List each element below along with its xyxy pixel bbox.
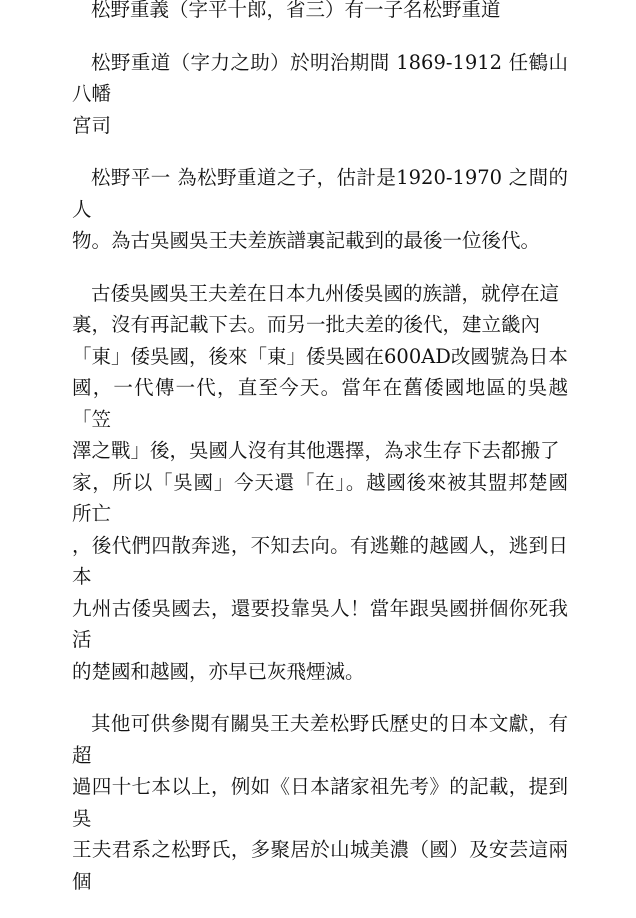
paragraph-matsuno-shigemichi: 松野重道（字力之助）於明治期間 1869-1912 任鶴山八幡 宮司 [72,50,568,137]
paragraph-matsuno-shigeyoshi: 松野重義（字平十郎，省三）有一子名松野重道 [91,0,501,21]
paragraph-genealogy: 古倭吳國吳王夫差在日本九州倭吳國的族譜，就停在這 裏，沒有再記載下去。而另一批夫差的後代，建立畿內 「東」倭吳國，後來「東」倭吳國在600AD改國號為日本 國，一代傳一代，直至今天。當年在舊倭國地區的吳越「笠 澤之戰」後，吳國人沒有其他選擇，為求生存下去都搬了 家，所以「吳國」今天還「在」。越國後來被其盟邦楚國所亡 ，後代們四散奔逃，不知去向。有逃難的越國人，逃到日本 九州古倭吳國去，還要投靠吳人！當年跟吳國拼個你死我活 的楚國和越國，亦早已灰飛煙滅。 [72,281,568,683]
paragraph-references: 其他可供參閱有關吳王夫差松野氏歷史的日本文獻，有超 過四十七本以上，例如《日本諸家祖先考》的記載，提到吳 王夫君系之松野氏，多聚居於山城美濃（國）及安芸這兩個 [72,712,568,893]
paragraph-matsuno-heiichi: 松野平一 為松野重道之子，估計是1920-1970 之間的人 物。為古吳國吳王夫差族譜裏記載到的最後一位後代。 [72,166,568,252]
document-body [72,0,568,918]
